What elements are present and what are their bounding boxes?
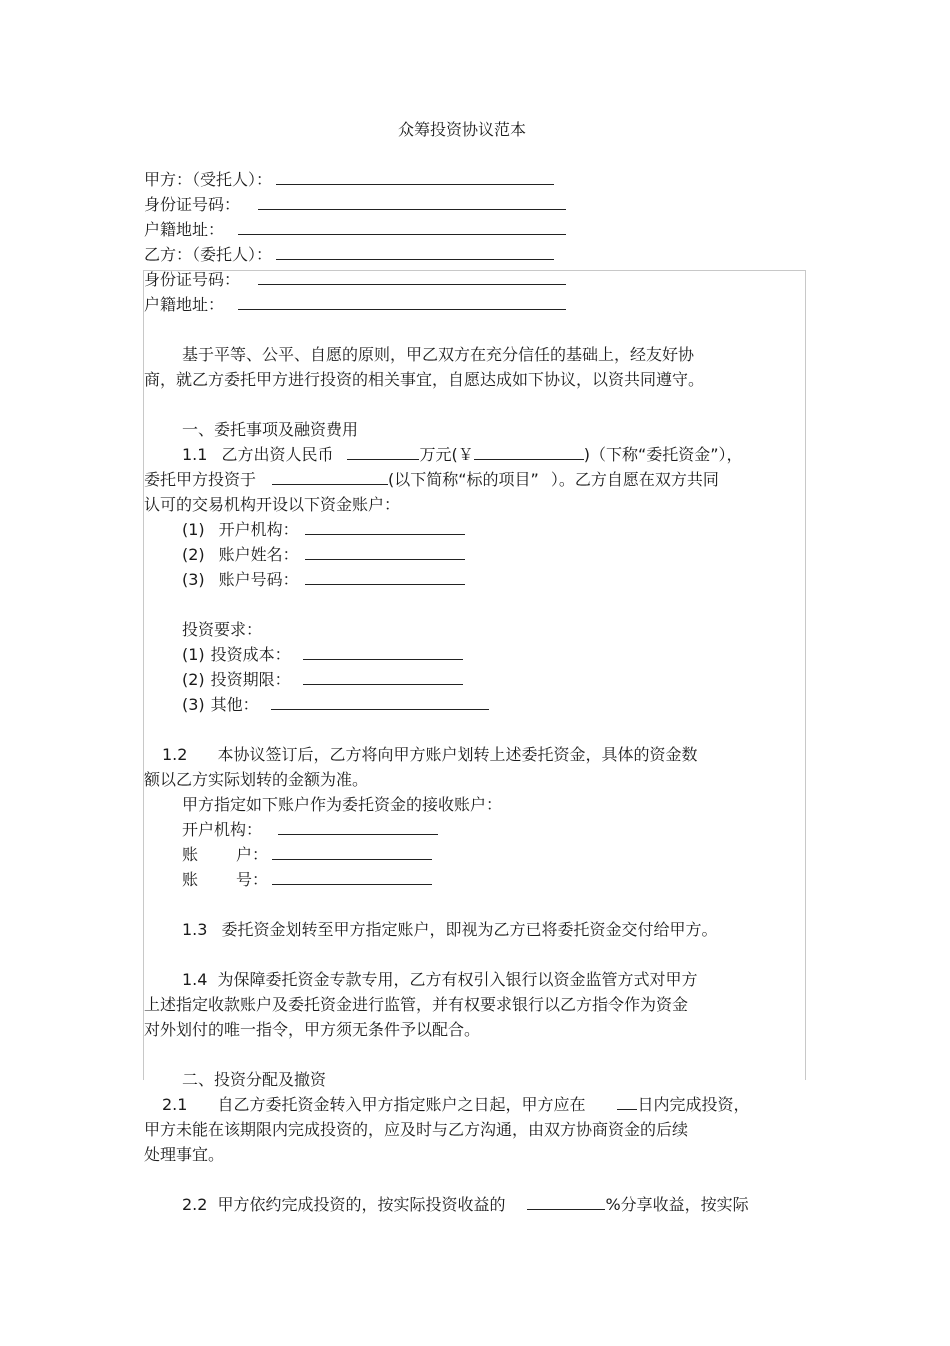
account-item-1: [182, 520, 465, 540]
account-item-3: [182, 570, 465, 590]
amount-figure-blank[interactable]: [474, 445, 584, 460]
party-a-line: [144, 170, 554, 190]
receiving-bank-blank[interactable]: [278, 820, 438, 835]
document-title: 众筹投资协议范本: [398, 120, 527, 139]
content-frame-right: [805, 270, 806, 1080]
clause-1-2-number: 1.2: [162, 745, 188, 764]
target-project-blank[interactable]: [272, 470, 388, 485]
clause-2-1-number: 2.1: [162, 1095, 188, 1114]
clause-2-1-text-a: 自乙方委托资金转入甲方指定账户之日起，甲方应在: [217, 1095, 586, 1114]
party-b-address-line: [144, 295, 566, 315]
clause-1-1-text-d: 委托甲方投资于: [144, 470, 257, 489]
party-b-address-label: 户籍地址：: [144, 295, 225, 314]
account-item-label: 账户号码：: [218, 570, 299, 589]
party-a-address-line: [144, 220, 566, 240]
clause-1-2-line-3: 甲方指定如下账户作为委托资金的接收账户：: [182, 795, 503, 814]
clause-1-1-line-1: [182, 445, 743, 465]
receiving-account-name-line: [182, 845, 432, 865]
clause-2-2-text-a: 甲方依约完成投资的，按实际投资收益的: [217, 1195, 506, 1214]
account-item-blank[interactable]: [305, 545, 465, 560]
requirement-item-number: (3): [182, 695, 205, 714]
section-1-heading: 一、委托事项及融资费用: [182, 420, 359, 439]
clause-1-1-text-a: 乙方出资人民币: [221, 445, 334, 464]
clause-1-2-line-2: 额以乙方实际划转的金额为准。: [144, 770, 369, 789]
clause-1-2-text: 本协议签订后，乙方将向甲方账户划转上述委托资金，具体的资金数: [217, 745, 698, 764]
content-frame-left: [143, 270, 144, 1080]
requirement-item-label: 投资期限：: [210, 670, 291, 689]
days-blank[interactable]: [617, 1095, 637, 1110]
requirement-item-label: 投资成本：: [210, 645, 291, 664]
requirement-item-blank[interactable]: [271, 695, 489, 710]
clause-1-1-line-3: 认可的交易机构开设以下资金账户：: [144, 495, 401, 514]
clause-1-2-line-1: [162, 745, 697, 765]
requirement-item-label: 其他：: [210, 695, 259, 714]
clause-1-1-text-c: )（下称“委托资金”），: [583, 445, 743, 464]
clause-1-4-line-1: [182, 970, 697, 990]
party-a-label: 甲方：（受托人）：: [144, 170, 273, 189]
clause-2-1-line-1: [162, 1095, 749, 1115]
receiving-account-name-label-a: 账: [182, 845, 199, 864]
receiving-bank-line: [182, 820, 438, 840]
receiving-account-number-label-a: 账: [182, 870, 199, 889]
party-a-id-line: [144, 195, 566, 215]
requirement-item-3: [182, 695, 489, 715]
clause-1-1-text-f: ）。乙方自愿在双方共同: [550, 470, 719, 489]
receiving-account-number-label-b: 号：: [236, 870, 269, 889]
clause-1-3-number: 1.3: [182, 920, 208, 939]
clause-2-1-line-3: 处理事宜。: [144, 1145, 225, 1164]
party-a-id-blank[interactable]: [258, 195, 566, 210]
requirement-item-1: [182, 645, 463, 665]
requirement-item-number: (1): [182, 645, 205, 664]
account-item-label: 账户姓名：: [218, 545, 299, 564]
amount-blank[interactable]: [347, 445, 419, 460]
requirements-heading: 投资要求：: [182, 620, 263, 639]
preamble-line-1: 基于平等、公平、自愿的原则，甲乙双方在充分信任的基础上，经友好协: [182, 345, 695, 364]
account-item-number: (1): [182, 520, 205, 539]
party-b-id-line: [144, 270, 566, 290]
receiving-account-name-label-b: 户：: [236, 845, 269, 864]
clause-1-1-number: 1.1: [182, 445, 208, 464]
party-b-blank[interactable]: [276, 245, 554, 260]
section-2-heading: 二、投资分配及撤资: [182, 1070, 327, 1089]
clause-1-4-text: 为保障委托资金专款专用，乙方有权引入银行以资金监管方式对甲方: [217, 970, 698, 989]
account-item-number: (3): [182, 570, 205, 589]
clause-1-3-text: 委托资金划转至甲方指定账户，即视为乙方已将委托资金交付给甲方。: [221, 920, 718, 939]
clause-2-2-line-1: [182, 1195, 749, 1215]
receiving-account-number-blank[interactable]: [272, 870, 432, 885]
receiving-bank-label: 开户机构：: [182, 820, 263, 839]
receiving-account-name-blank[interactable]: [272, 845, 432, 860]
clause-2-2-number: 2.2: [182, 1195, 208, 1214]
profit-share-blank[interactable]: [527, 1195, 605, 1210]
clause-1-4-line-2: 上述指定收款账户及委托资金进行监管，并有权要求银行以乙方指令作为资金: [144, 995, 689, 1014]
requirement-item-blank[interactable]: [303, 645, 463, 660]
party-a-address-label: 户籍地址：: [144, 220, 225, 239]
receiving-account-number-line: [182, 870, 432, 890]
party-b-line: [144, 245, 554, 265]
account-item-label: 开户机构：: [218, 520, 299, 539]
preamble-line-2: 商，就乙方委托甲方进行投资的相关事宜，自愿达成如下协议，以资共同遵守。: [144, 370, 705, 389]
clause-1-4-line-3: 对外划付的唯一指令，甲方须无条件予以配合。: [144, 1020, 481, 1039]
party-b-id-label: 身份证号码：: [144, 270, 241, 289]
clause-2-1-line-2: 甲方未能在该期限内完成投资的，应及时与乙方沟通，由双方协商资金的后续: [144, 1120, 689, 1139]
clause-2-1-text-b: 日内完成投资，: [637, 1095, 750, 1114]
party-b-label: 乙方：（委托人）：: [144, 245, 273, 264]
party-a-address-blank[interactable]: [238, 220, 566, 235]
clause-1-1-text-e: (以下简称“标的项目”: [388, 470, 539, 489]
account-item-number: (2): [182, 545, 205, 564]
requirement-item-number: (2): [182, 670, 205, 689]
clause-2-2-text-b: %分享收益，按实际: [605, 1195, 749, 1214]
clause-1-1-text-b: 万元(￥: [419, 445, 474, 464]
clause-1-4-number: 1.4: [182, 970, 208, 989]
clause-1-3: [182, 920, 717, 940]
party-a-id-label: 身份证号码：: [144, 195, 241, 214]
requirement-item-2: [182, 670, 463, 690]
requirement-item-blank[interactable]: [303, 670, 463, 685]
account-item-blank[interactable]: [305, 520, 465, 535]
clause-1-1-line-2: [144, 470, 719, 490]
account-item-2: [182, 545, 465, 565]
party-b-id-blank[interactable]: [258, 270, 566, 285]
account-item-blank[interactable]: [305, 570, 465, 585]
party-a-blank[interactable]: [276, 170, 554, 185]
party-b-address-blank[interactable]: [238, 295, 566, 310]
